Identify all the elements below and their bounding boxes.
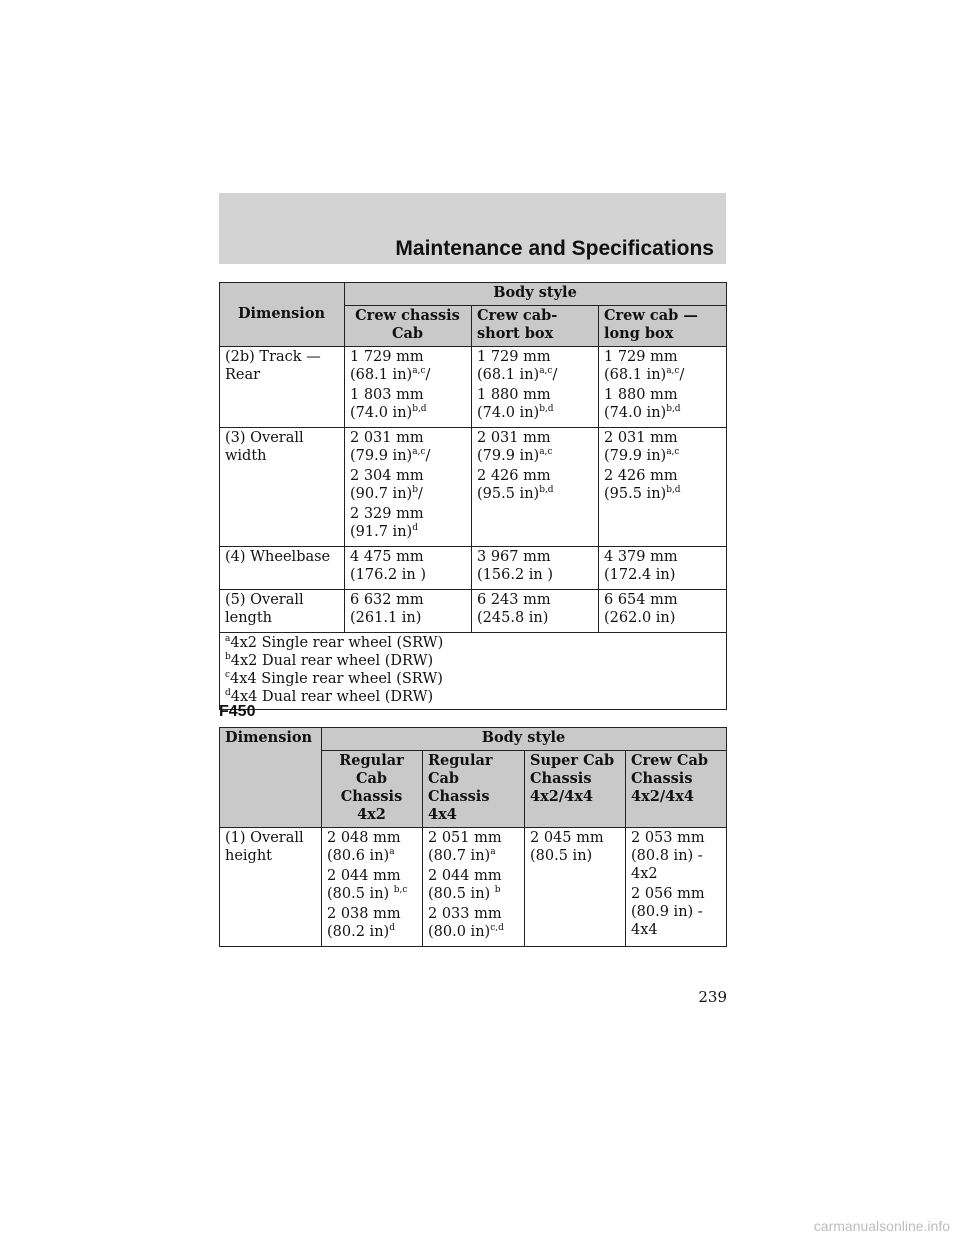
footnote-mark: a [389, 847, 395, 857]
column-header: Regular Cab Chassis 4x4 [423, 751, 525, 828]
footnote-mark: a,c [539, 447, 553, 457]
table-row [220, 828, 727, 947]
value-text: 2 044 mm (80.5 in) [327, 868, 401, 902]
value-text: 2 044 mm (80.5 in) [428, 868, 502, 902]
column-header: Crew chassis Cab [345, 306, 472, 347]
value-text: 2 051 mm (80.7 in) [428, 830, 502, 864]
table-cell [626, 828, 727, 947]
cell-value [428, 905, 518, 941]
section-header-title: Maintenance and Specifications [395, 237, 714, 260]
cell-value [350, 548, 465, 584]
column-header: Regular Cab Chassis 4x2 [322, 751, 423, 828]
value-text: 1 803 mm (74.0 in) [350, 387, 424, 421]
footnote-mark: b,d [666, 485, 681, 495]
value-text: 2 329 mm (91.7 in) [350, 506, 424, 540]
footnote-row [220, 633, 727, 710]
page-number: 239 [698, 988, 727, 1006]
cell-value [327, 905, 416, 941]
table-cell [345, 428, 472, 547]
footnote-mark: b [225, 652, 231, 662]
cell-value [350, 591, 465, 627]
separator: / [425, 448, 431, 464]
cell-value [350, 505, 465, 541]
header-band [219, 193, 726, 264]
spec-table-f450 [219, 727, 727, 947]
row-label: (3) Overall width [220, 428, 345, 547]
value-text: 2 426 mm (95.5 in) [477, 468, 551, 502]
cell-value [477, 348, 592, 384]
footnote-line [225, 634, 720, 652]
footnote-mark: c [225, 670, 231, 680]
cell-value [530, 829, 619, 865]
footnote-mark: b [494, 885, 501, 895]
spec-table-crew [219, 282, 727, 710]
footnote-mark: b [412, 485, 418, 495]
cell-value [631, 829, 720, 883]
value-text: 6 632 mm (261.1 in) [350, 592, 424, 626]
table-cell [599, 590, 727, 633]
cell-value [604, 591, 720, 627]
footnote-mark: b,d [539, 404, 554, 414]
cell-value [631, 885, 720, 939]
cell-value [604, 548, 720, 584]
value-text: 1 880 mm (74.0 in) [477, 387, 551, 421]
table-row [220, 347, 727, 428]
table-cell [599, 428, 727, 547]
table-cell [525, 828, 626, 947]
table-cell [472, 347, 599, 428]
column-header: Crew cab — long box [599, 306, 727, 347]
value-text: 2 045 mm (80.5 in) [530, 830, 604, 864]
value-text: 2 053 mm (80.8 in) - 4x2 [631, 830, 705, 882]
footnote-text: 4x4 Dual rear wheel (DRW) [230, 689, 434, 705]
table-cell [599, 547, 727, 590]
footnote-mark: a [225, 634, 231, 644]
cell-value [604, 386, 720, 422]
value-text: 4 379 mm (172.4 in) [604, 549, 678, 583]
watermark: carmanualsonline.info [813, 1218, 950, 1234]
dimension-header: Dimension [220, 728, 322, 828]
footnote-line [225, 652, 720, 670]
footnote-text: 4x2 Single rear wheel (SRW) [230, 635, 444, 651]
cell-value [604, 348, 720, 384]
footnote-mark: c,d [490, 923, 504, 933]
cell-value [350, 467, 465, 503]
value-text: 2 426 mm (95.5 in) [604, 468, 678, 502]
footnote-mark: d [389, 923, 395, 933]
footnote-mark: a [490, 847, 496, 857]
footnote-mark: a,c [412, 366, 426, 376]
separator: / [679, 367, 685, 383]
value-text: 2 304 mm (90.7 in) [350, 468, 424, 502]
table-row [220, 547, 727, 590]
cell-value [604, 429, 720, 465]
footnote-mark: a,c [539, 366, 553, 376]
table-cell [345, 347, 472, 428]
value-text: 1 729 mm (68.1 in) [350, 349, 424, 383]
separator: / [417, 486, 423, 502]
footnote-mark: a,c [666, 447, 680, 457]
row-label: (1) Overall height [220, 828, 322, 947]
row-label: (5) Overall length [220, 590, 345, 633]
cell-value [327, 829, 416, 865]
table-cell [345, 547, 472, 590]
footnote-mark: b,d [539, 485, 554, 495]
table-cell [472, 547, 599, 590]
footnote-mark: a,c [412, 447, 426, 457]
table-cell [322, 828, 423, 947]
cell-value [477, 429, 592, 465]
cell-value [350, 429, 465, 465]
cell-value [428, 867, 518, 903]
value-text: 1 729 mm (68.1 in) [604, 349, 678, 383]
value-text: 1 880 mm (74.0 in) [604, 387, 678, 421]
dimension-header: Dimension [220, 283, 345, 347]
footnote-line [225, 688, 720, 706]
cell-value [477, 591, 592, 627]
separator: / [425, 367, 431, 383]
footnote-line [225, 670, 720, 688]
table-cell [472, 428, 599, 547]
value-text: 2 031 mm (79.9 in) [604, 430, 678, 464]
cell-value [477, 548, 592, 584]
footnote-mark: b,c [393, 885, 408, 895]
table-cell [599, 347, 727, 428]
value-text: 2 033 mm (80.0 in) [428, 906, 502, 940]
column-header: Crew Cab Chassis 4x2/4x4 [626, 751, 727, 828]
row-label: (2b) Track — Rear [220, 347, 345, 428]
table-cell [345, 590, 472, 633]
value-text: 3 967 mm (156.2 in ) [477, 549, 554, 583]
value-text: 2 038 mm (80.2 in) [327, 906, 401, 940]
value-text: 6 654 mm (262.0 in) [604, 592, 678, 626]
cell-value [327, 867, 416, 903]
footnote-mark: b,d [412, 404, 427, 414]
section-title-f450: F450 [219, 703, 256, 720]
cell-value [477, 467, 592, 503]
body-style-header: Body style [322, 728, 727, 751]
footnote-text: 4x2 Dual rear wheel (DRW) [230, 653, 434, 669]
footnote-text: 4x4 Single rear wheel (SRW) [230, 671, 443, 687]
value-text: 1 729 mm (68.1 in) [477, 349, 551, 383]
cell-value [604, 467, 720, 503]
column-header: Crew cab-short box [472, 306, 599, 347]
cell-value [350, 386, 465, 422]
body-style-header: Body style [345, 283, 727, 306]
cell-value [428, 829, 518, 865]
footnote-mark: d [225, 688, 231, 698]
value-text: 6 243 mm (245.8 in) [477, 592, 551, 626]
footnotes [220, 633, 727, 710]
cell-value [350, 348, 465, 384]
value-text: 2 031 mm (79.9 in) [477, 430, 551, 464]
footnote-mark: b,d [666, 404, 681, 414]
value-text: 2 031 mm (79.9 in) [350, 430, 424, 464]
table-cell [472, 590, 599, 633]
table-row [220, 428, 727, 547]
value-text: 2 056 mm (80.9 in) - 4x4 [631, 886, 705, 938]
value-text: 2 048 mm (80.6 in) [327, 830, 401, 864]
cell-value [477, 386, 592, 422]
separator: / [552, 367, 558, 383]
row-label: (4) Wheelbase [220, 547, 345, 590]
column-header: Super Cab Chassis 4x2/4x4 [525, 751, 626, 828]
footnote-mark: a,c [666, 366, 680, 376]
footnote-mark: d [412, 523, 418, 533]
table-row [220, 590, 727, 633]
value-text: 4 475 mm (176.2 in ) [350, 549, 427, 583]
table-cell [423, 828, 525, 947]
